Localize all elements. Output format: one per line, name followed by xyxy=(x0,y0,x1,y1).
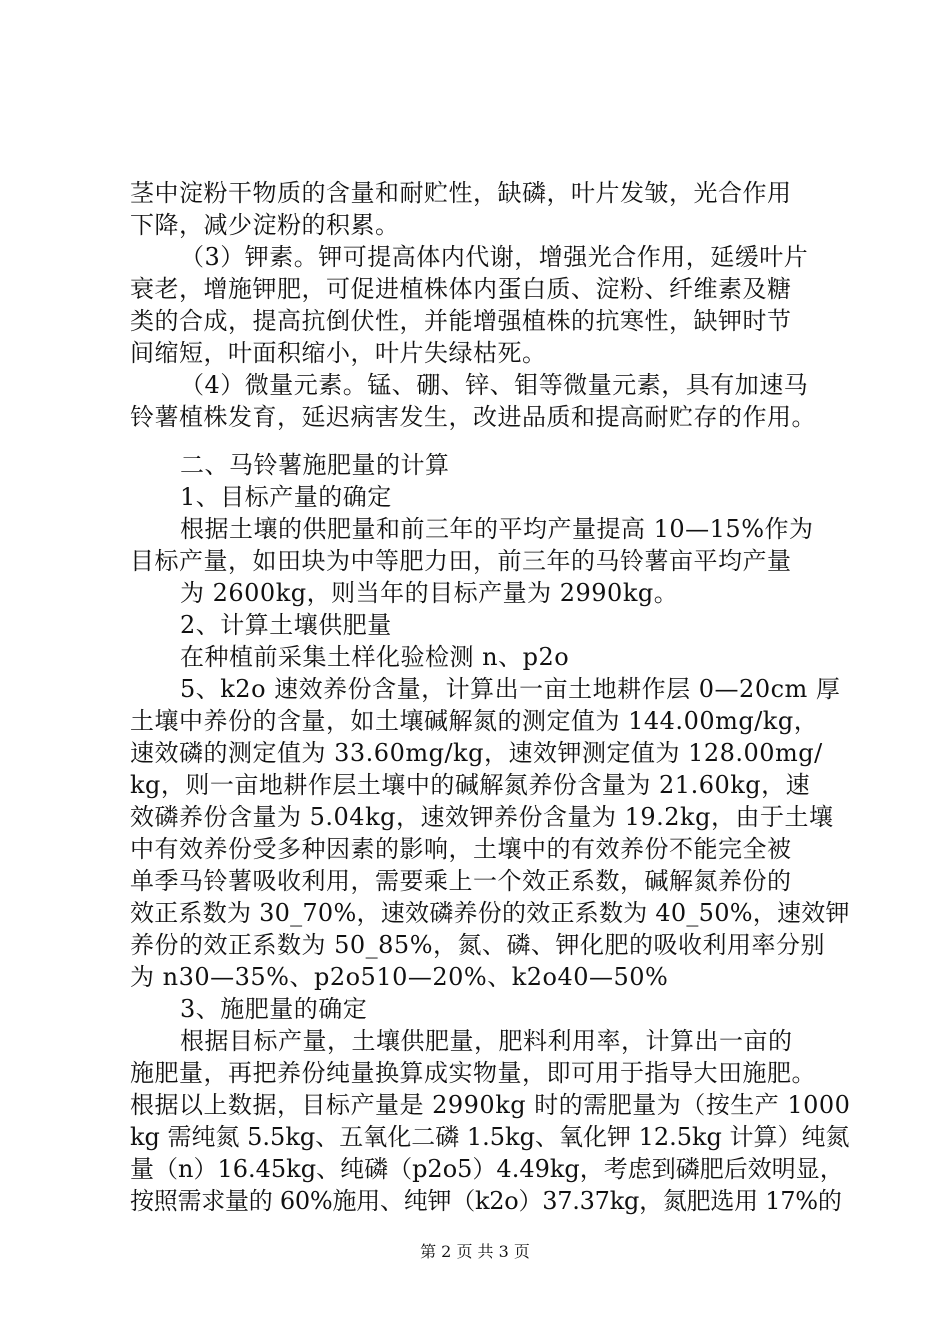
text-line: 为 n30—35%、p2o510—20%、k2o40—50% xyxy=(130,963,669,991)
text-line: 下降，减少淀粉的积累。 xyxy=(130,211,400,239)
text-line: 5、k2o 速效养份含量，计算出一亩土地耕作层 0—20cm 厚 xyxy=(180,675,841,703)
text-line: 目标产量，如田块为中等肥力田，前三年的马铃薯亩平均产量 xyxy=(130,547,792,575)
text-line: 效正系数为 30_70%，速效磷养份的效正系数为 40_50%，速效钾 xyxy=(130,899,850,927)
text-line: 间缩短，叶面积缩小，叶片失绿枯死。 xyxy=(130,339,547,367)
text-line: 铃薯植株发育，延迟病害发生，改进品质和提高耐贮存的作用。 xyxy=(130,403,816,431)
text-line: 根据以上数据，目标产量是 2990kg 时的需肥量为（按生产 1000 xyxy=(130,1091,851,1119)
text-line: （4）微量元素。锰、硼、锌、钼等微量元素，具有加速马 xyxy=(180,371,809,399)
text-line: 按照需求量的 60%施用、纯钾（k2o）37.37kg，氮肥选用 17%的 xyxy=(130,1187,842,1215)
text-line: 类的合成，提高抗倒伏性，并能增强植株的抗寒性，缺钾时节 xyxy=(130,307,792,335)
text-line: 速效磷的测定值为 33.60mg/kg，速效钾测定值为 128.00mg/ xyxy=(130,739,823,767)
subsection-heading: 1、目标产量的确定 xyxy=(180,483,392,511)
text-line: 中有效养份受多种因素的影响，土壤中的有效养份不能完全被 xyxy=(130,835,792,863)
text-line: （3）钾素。钾可提高体内代谢，增强光合作用，延缓叶片 xyxy=(180,243,809,271)
text-line: 量（n）16.45kg、纯磷（p2o5）4.49kg，考虑到磷肥后效明显， xyxy=(130,1155,844,1183)
text-line: 根据土壤的供肥量和前三年的平均产量提高 10—15%作为 xyxy=(180,515,814,543)
text-line: kg 需纯氮 5.5kg、五氧化二磷 1.5kg、氧化钾 12.5kg 计算）纯氮 xyxy=(130,1123,850,1151)
text-line: 在种植前采集土样化验检测 n、p2o xyxy=(180,643,570,671)
text-line: 根据目标产量，土壤供肥量，肥料利用率，计算出一亩的 xyxy=(180,1027,793,1055)
text-line: 衰老，增施钾肥，可促进植株体内蛋白质、淀粉、纤维素及糖 xyxy=(130,275,792,303)
text-line: 效磷养份含量为 5.04kg，速效钾养份含量为 19.2kg，由于土壤 xyxy=(130,803,834,831)
text-line: 单季马铃薯吸收利用，需要乘上一个效正系数，碱解氮养份的 xyxy=(130,867,792,895)
page-number-footer: 第 2 页 共 3 页 xyxy=(420,1242,530,1261)
text-line: kg，则一亩地耕作层土壤中的碱解氮养份含量为 21.60kg，速 xyxy=(130,771,811,799)
text-line: 养份的效正系数为 50_85%，氮、磷、钾化肥的吸收利用率分别 xyxy=(130,931,826,959)
text-line: 茎中淀粉干物质的含量和耐贮性，缺磷，叶片发皱，光合作用 xyxy=(130,179,792,207)
text-line: 施肥量，再把养份纯量换算成实物量，即可用于指导大田施肥。 xyxy=(130,1059,816,1087)
text-line: 土壤中养份的含量，如土壤碱解氮的测定值为 144.00mg/kg， xyxy=(130,707,819,735)
text-line: 为 2600kg，则当年的目标产量为 2990kg。 xyxy=(180,579,679,607)
subsection-heading: 3、施肥量的确定 xyxy=(180,995,368,1023)
section-heading: 二、马铃薯施肥量的计算 xyxy=(180,451,450,479)
subsection-heading: 2、计算土壤供肥量 xyxy=(180,611,392,639)
